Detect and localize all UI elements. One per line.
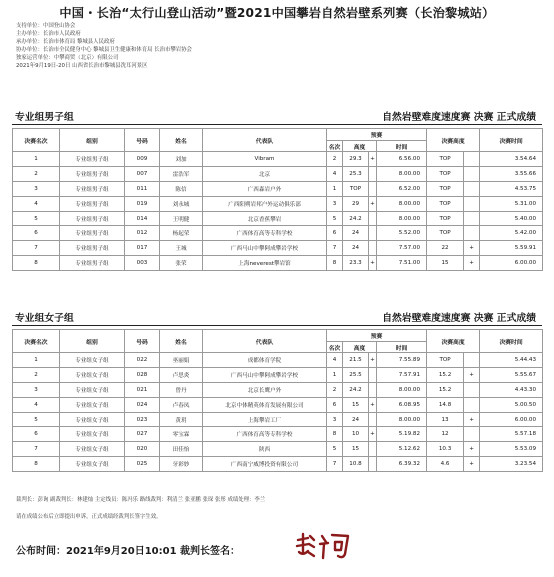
athlete-name-cell: 雷浩军 [160,166,203,181]
women-event-title: 自然岩壁难度速度赛 决赛 正式成绩 [382,313,536,324]
final-time-cell: 5.00.50 [480,397,543,412]
final-rank-cell: 1 [13,353,60,368]
prelim-height-plus-cell: + [369,256,377,271]
col-prelim-height-header: 高度 [343,342,377,353]
final-rank-cell: 7 [13,241,60,256]
prelim-header: 预赛 [327,330,427,342]
bib-cell: 023 [125,412,160,427]
col-name-header: 姓名 [160,330,203,353]
prelim-time-cell: 8.00.00 [377,382,427,397]
final-rank-cell: 6 [13,226,60,241]
final-rank-cell: 5 [13,412,60,427]
team-cell: 北京长鹰户外 [203,382,327,397]
final-rank-cell: 2 [13,166,60,181]
team-cell: 成都体育学院 [203,353,327,368]
prelim-rank-cell: 3 [327,196,343,211]
bib-cell: 007 [125,166,160,181]
col-bib-header: 号码 [125,129,160,152]
table-row [13,196,543,211]
prelim-height-plus-cell: + [369,196,377,211]
final-time-cell: 3.54.64 [480,152,543,167]
prelim-rank-cell: 6 [327,397,343,412]
prelim-height-cell: 29 [343,196,369,211]
team-cell: 北京 [203,166,327,181]
final-rank-cell: 6 [13,427,60,442]
col-prelim-height-header: 高度 [343,141,377,152]
prelim-height-cell: 25.3 [343,166,369,181]
prelim-rank-cell: 6 [327,226,343,241]
group-cell: 专业组女子组 [60,382,125,397]
bib-cell: 011 [125,181,160,196]
prelim-time-cell: 5.19.82 [377,427,427,442]
women-section-rule [12,325,542,326]
final-rank-cell: 3 [13,382,60,397]
group-cell: 专业组男子组 [60,241,125,256]
final-rank-cell: 4 [13,196,60,211]
final-time-cell: 5.55.67 [480,367,543,382]
info-line: 独家运营单位：中攀商贸（北京）有限公司 [16,54,119,61]
final-height-cell: 14.8 [427,397,464,412]
prelim-height-cell: 29.3 [343,152,369,167]
col-final-time-header: 决赛时间 [480,129,543,152]
final-time-cell: 5.57.18 [480,427,543,442]
prelim-height-cell: 24 [343,412,369,427]
prelim-time-cell: 6.39.32 [377,457,427,472]
prelim-rank-cell: 2 [327,152,343,167]
col-unit-header: 代表队 [203,330,327,353]
final-rank-cell: 8 [13,457,60,472]
table-row [13,211,543,226]
prelim-height-plus-cell [369,457,377,472]
team-cell: 广西阳朔岩邦户外运动俱乐部 [203,196,327,211]
prelim-time-cell: 8.00.00 [377,166,427,181]
final-height-plus-cell [464,382,480,397]
final-time-cell: 5.42.00 [480,226,543,241]
final-time-cell: 5.40.00 [480,211,543,226]
col-unit-header: 代表队 [203,129,327,152]
final-rank-cell: 2 [13,367,60,382]
group-cell: 专业组女子组 [60,427,125,442]
bib-cell: 009 [125,152,160,167]
prelim-height-plus-cell [369,211,377,226]
col-rank-header: 决赛名次 [13,129,60,152]
final-height-plus-cell: + [464,241,480,256]
team-cell: 北京香蕉攀岩 [203,211,327,226]
header-row [13,129,543,141]
prelim-rank-cell: 7 [327,241,343,256]
group-cell: 专业组男子组 [60,181,125,196]
prelim-height-plus-cell: + [369,427,377,442]
final-time-cell: 5.44.43 [480,353,543,368]
table-row [13,166,543,181]
bib-cell: 020 [125,442,160,457]
final-height-plus-cell: + [464,367,480,382]
team-cell: 广西马山中攀阿成攀岩学校 [203,367,327,382]
final-height-plus-cell [464,166,480,181]
table-row [13,353,543,368]
final-time-cell: 5.31.00 [480,196,543,211]
team-cell: 广西体育高等专科学校 [203,226,327,241]
final-height-plus-cell [464,196,480,211]
team-cell: 广西南宁威博投资有限公司 [203,457,327,472]
final-height-cell: 4.6 [427,457,464,472]
athlete-name-cell: 零宝霖 [160,427,203,442]
final-height-cell: TOP [427,211,464,226]
final-height-plus-cell: + [464,412,480,427]
prelim-height-plus-cell [369,412,377,427]
prelim-rank-cell: 7 [327,457,343,472]
team-cell: 广西森岩户外 [203,181,327,196]
bib-cell: 014 [125,211,160,226]
women-results-table [12,329,543,472]
final-rank-cell: 3 [13,181,60,196]
group-cell: 专业组女子组 [60,412,125,427]
table-row [13,152,543,167]
table-row [13,427,543,442]
prelim-rank-cell: 4 [327,166,343,181]
table-row [13,226,543,241]
final-height-plus-cell: + [464,256,480,271]
final-height-cell: 15.2 [427,382,464,397]
athlete-name-cell: 曾丹 [160,382,203,397]
men-section-header [12,110,542,124]
final-height-cell: TOP [427,166,464,181]
prelim-height-cell: 24.2 [343,382,369,397]
prelim-rank-cell: 8 [327,256,343,271]
table-row [13,382,543,397]
final-height-plus-cell [464,427,480,442]
prelim-time-cell: 8.00.00 [377,412,427,427]
prelim-rank-cell: 3 [327,412,343,427]
page-title: 中国・长治“太行山登山活动”暨2021中国攀岩自然岩壁系列赛（长治黎城站） [59,6,495,20]
group-cell: 专业组男子组 [60,256,125,271]
table-row [13,181,543,196]
team-cell: 广西马山中攀阿成攀岩学校 [203,241,327,256]
final-height-plus-cell [464,226,480,241]
appeal-notice: 请在成绩公布后立即提出申诉，正式成绩经裁判长签字生效。 [16,514,162,520]
bib-cell: 019 [125,196,160,211]
prelim-height-cell: 10.8 [343,457,369,472]
prelim-height-cell: 21.5 [343,353,369,368]
prelim-time-cell: 5.12.62 [377,442,427,457]
col-final-height-header: 决赛高度 [427,330,480,353]
prelim-time-cell: 8.00.00 [377,211,427,226]
final-rank-cell: 7 [13,442,60,457]
prelim-height-cell: 24.2 [343,211,369,226]
bib-cell: 025 [125,457,160,472]
col-prelim-time-header: 时间 [377,141,427,152]
final-height-cell: TOP [427,152,464,167]
final-height-cell: 13 [427,412,464,427]
athlete-name-cell: 陈信 [160,181,203,196]
athlete-name-cell: 卢思炎 [160,367,203,382]
prelim-time-cell: 6.52.00 [377,181,427,196]
prelim-height-plus-cell [369,226,377,241]
prelim-height-plus-cell: + [369,353,377,368]
table-row [13,367,543,382]
prelim-height-cell: 10 [343,427,369,442]
prelim-height-cell: 25.5 [343,367,369,382]
athlete-name-cell: 王城 [160,241,203,256]
prelim-height-plus-cell [369,382,377,397]
info-line: 主办单位：长治市人民政府 [16,30,81,37]
final-rank-cell: 4 [13,397,60,412]
prelim-time-cell: 7.55.89 [377,353,427,368]
prelim-rank-cell: 4 [327,353,343,368]
athlete-name-cell: 张荣 [160,256,203,271]
prelim-height-cell: TOP [343,181,369,196]
athlete-name-cell: 田佳怡 [160,442,203,457]
group-cell: 专业组男子组 [60,152,125,167]
final-rank-cell: 5 [13,211,60,226]
prelim-rank-cell: 8 [327,427,343,442]
final-height-plus-cell [464,152,480,167]
prelim-rank-cell: 5 [327,442,343,457]
men-results-table [12,128,543,271]
col-group-header: 组别 [60,330,125,353]
final-height-cell: TOP [427,353,464,368]
table-row [13,442,543,457]
prelim-height-plus-cell [369,241,377,256]
prelim-height-plus-cell: + [369,397,377,412]
table-row [13,412,543,427]
prelim-rank-cell: 1 [327,367,343,382]
table-row [13,256,543,271]
prelim-time-cell: 7.57.91 [377,367,427,382]
prelim-time-cell: 7.51.00 [377,256,427,271]
final-height-cell: TOP [427,196,464,211]
info-line: 承办单位：长治市体育局 黎城县人民政府 [16,38,115,45]
team-cell: 北京中体精英体育发展有限公司 [203,397,327,412]
col-group-header: 组别 [60,129,125,152]
table-row [13,397,543,412]
athlete-name-cell: 刘加 [160,152,203,167]
final-height-plus-cell [464,181,480,196]
final-height-plus-cell: + [464,442,480,457]
final-rank-cell: 1 [13,152,60,167]
men-section-title: 专业组男子组 [15,112,74,123]
publish-time: 公布时间：2021年9月20日10:01 裁判长签名： [16,546,241,557]
col-prelim-time-header: 时间 [377,342,427,353]
bib-cell: 021 [125,382,160,397]
team-cell: 上海neverest攀岩馆 [203,256,327,271]
men-event-title: 自然岩壁难度速度赛 决赛 正式成绩 [382,112,536,123]
info-line: 协办单位：长治市全民健身中心 黎城县卫生健康和体育局 长治市攀岩协会 [16,46,192,53]
final-height-cell: TOP [427,226,464,241]
athlete-name-cell: 巫丽娟 [160,353,203,368]
signature-image [292,530,354,562]
team-cell: 陕西 [203,442,327,457]
table-row [13,457,543,472]
prelim-height-plus-cell [369,367,377,382]
prelim-height-plus-cell [369,442,377,457]
group-cell: 专业组男子组 [60,211,125,226]
prelim-header: 预赛 [327,129,427,141]
info-line: 支持单位：中国登山协会 [16,23,76,29]
final-height-cell: 10.3 [427,442,464,457]
bib-cell: 028 [125,367,160,382]
bib-cell: 012 [125,226,160,241]
athlete-name-cell: 杨起荣 [160,226,203,241]
group-cell: 专业组女子组 [60,353,125,368]
bib-cell: 027 [125,427,160,442]
team-cell: 广西体育高等专科学校 [203,427,327,442]
athlete-name-cell: 刘永城 [160,196,203,211]
final-time-cell: 3.55.66 [480,166,543,181]
prelim-height-plus-cell [369,181,377,196]
col-final-height-header: 决赛高度 [427,129,480,152]
final-time-cell: 6.00.00 [480,256,543,271]
final-time-cell: 3.23.54 [480,457,543,472]
col-prelim-rank-header: 名次 [327,141,343,152]
bib-cell: 017 [125,241,160,256]
final-height-plus-cell [464,211,480,226]
prelim-rank-cell: 1 [327,181,343,196]
final-height-cell: TOP [427,181,464,196]
info-line: 2021年9月19日-20日 山西省长治市黎城县洗耳河景区 [16,62,148,69]
prelim-height-plus-cell: + [369,152,377,167]
final-height-plus-cell [464,397,480,412]
group-cell: 专业组女子组 [60,397,125,412]
final-rank-cell: 8 [13,256,60,271]
final-height-plus-cell [464,353,480,368]
prelim-time-cell: 7.57.00 [377,241,427,256]
col-bib-header: 号码 [125,330,160,353]
col-final-time-header: 决赛时间 [480,330,543,353]
prelim-rank-cell: 2 [327,382,343,397]
final-height-cell: 12 [427,427,464,442]
prelim-time-cell: 6.08.95 [377,397,427,412]
referee-list: 裁判长：彭询 副裁判长：林建灿 主定线员：陈冯乐 路线裁判：利清兰 张亚鹏 张琛 张彤 成绩处理：李兰 [16,497,266,503]
prelim-height-cell: 23.3 [343,256,369,271]
athlete-name-cell: 牙彩妙 [160,457,203,472]
final-height-cell: 22 [427,241,464,256]
final-height-plus-cell: + [464,457,480,472]
bib-cell: 003 [125,256,160,271]
team-cell: Vibram [203,152,327,167]
prelim-time-cell: 6.56.00 [377,152,427,167]
prelim-height-plus-cell [369,166,377,181]
final-height-cell: 15.2 [427,367,464,382]
table-row [13,241,543,256]
group-cell: 专业组女子组 [60,442,125,457]
prelim-rank-cell: 5 [327,211,343,226]
prelim-height-cell: 15 [343,397,369,412]
group-cell: 专业组男子组 [60,196,125,211]
group-cell: 专业组男子组 [60,226,125,241]
prelim-height-cell: 24 [343,226,369,241]
athlete-name-cell: 王明健 [160,211,203,226]
athlete-name-cell: 卢春凤 [160,397,203,412]
col-rank-header: 决赛名次 [13,330,60,353]
team-cell: 上海攀岩工厂 [203,412,327,427]
final-time-cell: 4.53.75 [480,181,543,196]
prelim-height-cell: 15 [343,442,369,457]
men-section-rule [12,124,542,125]
col-name-header: 姓名 [160,129,203,152]
final-height-cell: 15 [427,256,464,271]
group-cell: 专业组男子组 [60,166,125,181]
header-row [13,330,543,342]
group-cell: 专业组女子组 [60,457,125,472]
athlete-name-cell: 黄玥 [160,412,203,427]
women-section-header [12,311,542,325]
bib-cell: 024 [125,397,160,412]
final-time-cell: 5.53.09 [480,442,543,457]
col-prelim-rank-header: 名次 [327,342,343,353]
women-section-title: 专业组女子组 [15,313,74,324]
group-cell: 专业组女子组 [60,367,125,382]
prelim-time-cell: 5.52.00 [377,226,427,241]
organizer-info [16,23,192,70]
prelim-height-cell: 24 [343,241,369,256]
bib-cell: 022 [125,353,160,368]
final-time-cell: 5.59.91 [480,241,543,256]
prelim-time-cell: 8.00.00 [377,196,427,211]
final-time-cell: 6.00.00 [480,412,543,427]
final-time-cell: 4.43.30 [480,382,543,397]
